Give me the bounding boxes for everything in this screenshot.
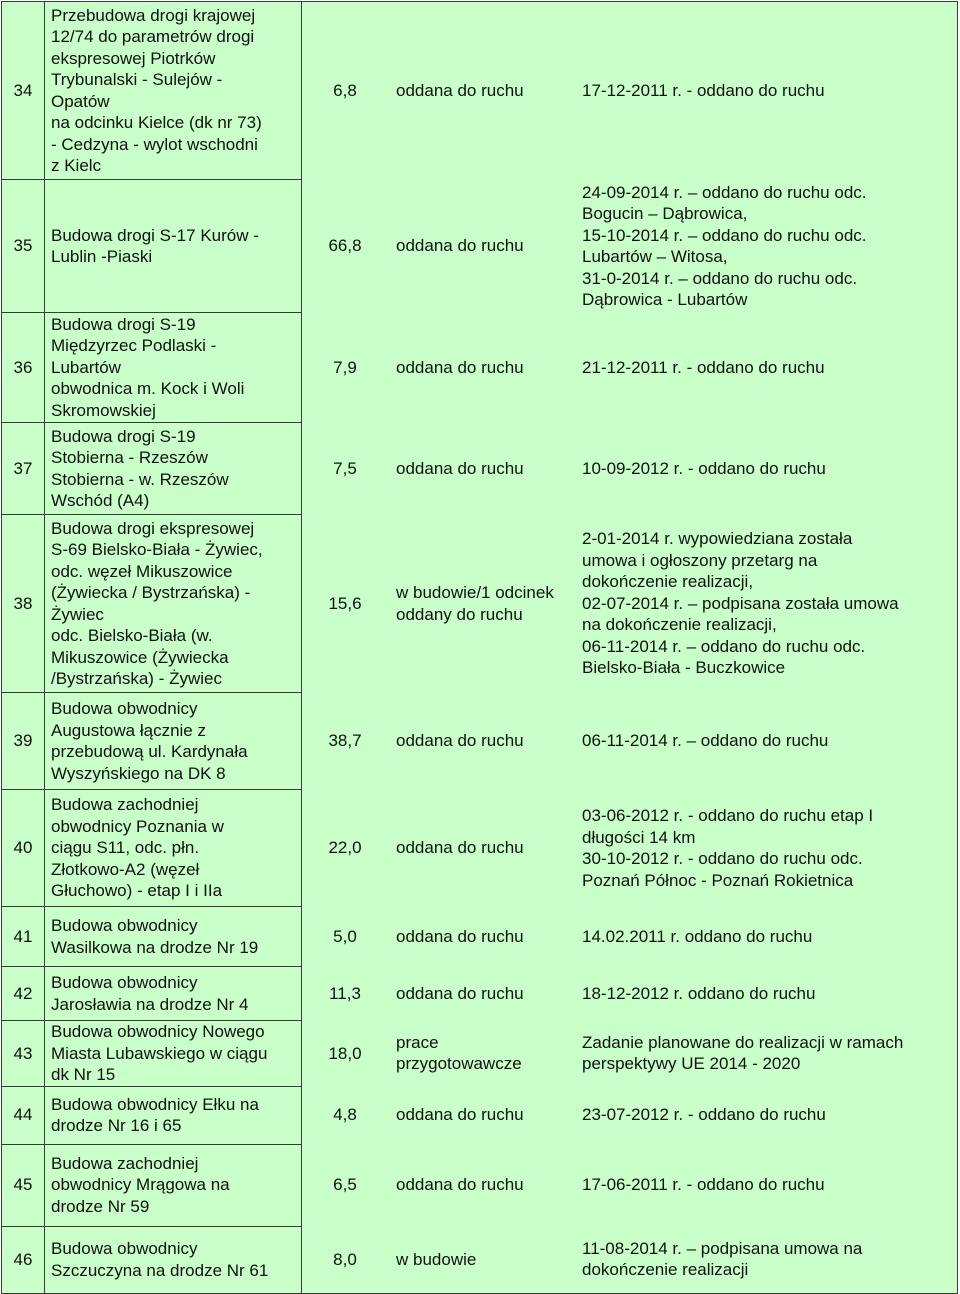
status: oddana do ruchu [396,1105,524,1125]
table-row [2,515,958,693]
row-number: 40 [2,790,45,907]
row-number: 37 [2,423,45,515]
dates-notes: Zadanie planowane do realizacji w ramach perspektywy UE 2014 - 2020 [582,1032,904,1074]
project-name: Budowa drogi S-19 Stobierna - Rzeszów Stobierna - w. Rzeszów Wschód (A4) [45,423,302,515]
dates-notes: 18-12-2012 r. oddano do ruchu [582,983,816,1003]
status: oddana do ruchu [396,926,524,946]
dates-notes: 17-06-2011 r. - oddano do ruchu [582,1175,825,1195]
dates-notes: 11-08-2014 r. – podpisana umowa na dokończenie realizacji [582,1238,863,1280]
table-row [2,1021,958,1087]
length-km: 11,3 [329,983,361,1003]
status: oddana do ruchu [396,357,524,377]
project-name: Budowa obwodnicy Augustowa łącznie z przebudową ul. Kardynała Wyszyńskiego na DK 8 [45,693,302,790]
dates-notes: 23-07-2012 r. - oddano do ruchu [582,1105,826,1125]
table-row [2,1226,958,1293]
length-km: 7,5 [333,458,357,478]
length-km: 18,0 [328,1043,362,1063]
length-km: 15,6 [328,593,362,613]
row-number: 46 [2,1226,45,1293]
table-row [2,1144,958,1226]
table-row [2,790,958,907]
row-number: 43 [2,1021,45,1087]
length-km: 8,0 [333,1249,357,1269]
length-km: 38,7 [328,731,362,751]
status: oddana do ruchu [396,731,524,751]
project-name: Budowa obwodnicy Nowego Miasta Lubawskiego w ciągu dk Nr 15 [45,1021,302,1087]
length-km: 7,9 [333,357,357,377]
dates-notes: 06-11-2014 r. – oddano do ruchu [582,731,829,751]
row-number: 35 [2,180,45,313]
dates-notes: 17-12-2011 r. - oddano do ruchu [582,81,825,100]
project-name: Budowa drogi S-17 Kurów - Lublin -Piaski [45,180,302,313]
length-km: 66,8 [328,236,362,256]
status: oddana do ruchu [396,1175,524,1195]
status: oddana do ruchu [396,458,524,478]
table-row [2,907,958,967]
dates-notes: 21-12-2011 r. - oddano do ruchu [582,357,825,377]
project-name: Budowa obwodnicy Szczuczyna na drodze Nr 61 [45,1226,302,1293]
dates-notes: 10-09-2012 r. - oddano do ruchu [582,458,826,478]
length-km: 6,5 [333,1175,357,1195]
row-number: 45 [2,1144,45,1226]
row-number: 42 [2,967,45,1021]
dates-notes: 24-09-2014 r. – oddano do ruchu odc. Bogucin – Dąbrowica, 15-10-2014 r. – oddano do ruchu odc. Lubartów – Witosa, 31-0-2014 r. – oddano do ruchu odc. Dąbrowica - Lubartów [582,182,867,309]
row-number: 36 [2,313,45,423]
project-name: Budowa drogi ekspresowej S-69 Bielsko-Biała - Żywiec, odc. węzeł Mikuszowice (Żywiecka / Bystrzańska) - Żywiec odc. Bielsko-Biała (w. Mikuszowice (Żywiecka /Bystrzańska) - Żywiec [45,515,302,693]
status: oddana do ruchu [396,81,524,100]
row-number: 41 [2,907,45,967]
length-km: 6,8 [333,81,357,100]
status: oddana do ruchu [396,236,524,256]
road-projects-table [1,1,958,1294]
length-km: 4,8 [333,1105,357,1125]
table-row [2,967,958,1021]
project-name: Przebudowa drogi krajowej 12/74 do parametrów drogi ekspresowej Piotrków Trybunalski - Sulejów - Opatów na odcinku Kielce (dk nr 73) - Cedzyna - wylot wschodni z Kielc [45,2,302,180]
length-km: 5,0 [333,926,357,946]
table-row [2,1086,958,1144]
table-row [2,2,958,180]
dates-notes: 2-01-2014 r. wypowiedziana została umowa i ogłoszony przetarg na dokończenie realizacji, 02-07-2014 r. – podpisana została umowa na dokończenie realizacji, 06-11-2014 r. – oddano do ruchu odc. Bielsko-Biała - Buczkowice [582,529,899,678]
row-number: 38 [2,515,45,693]
project-name: Budowa obwodnicy Wasilkowa na drodze Nr 19 [45,907,302,967]
project-name: Budowa obwodnicy Jarosławia na drodze Nr 4 [45,967,302,1021]
status: prace przygotowawcze [396,1032,522,1074]
status: w budowie/1 odcinek oddany do ruchu [396,583,554,624]
length-km: 22,0 [328,838,362,858]
row-number: 39 [2,693,45,790]
dates-notes: 14.02.2011 r. oddano do ruchu [582,926,813,946]
row-number: 34 [2,2,45,180]
project-name: Budowa obwodnicy Ełku na drodze Nr 16 i 65 [45,1086,302,1144]
project-name: Budowa zachodniej obwodnicy Poznania w ciągu S11, odc. płn. Złotkowo-A2 (węzeł Głuchowo) - etap I i IIa [45,790,302,907]
project-name: Budowa drogi S-19 Międzyrzec Podlaski - Lubartów obwodnica m. Kock i Woli Skromowskiej [45,313,302,423]
table-row [2,180,958,313]
dates-notes: 03-06-2012 r. - oddano do ruchu etap I długości 14 km 30-10-2012 r. - oddano do ruchu odc. Poznań Północ - Poznań Rokietnica [582,806,874,890]
table-row [2,693,958,790]
status: oddana do ruchu [396,983,524,1003]
project-name: Budowa zachodniej obwodnicy Mrągowa na drodze Nr 59 [45,1144,302,1226]
status: oddana do ruchu [396,838,524,858]
row-number: 44 [2,1086,45,1144]
table-row [2,423,958,515]
status: w budowie [396,1249,477,1269]
table-row [2,313,958,423]
